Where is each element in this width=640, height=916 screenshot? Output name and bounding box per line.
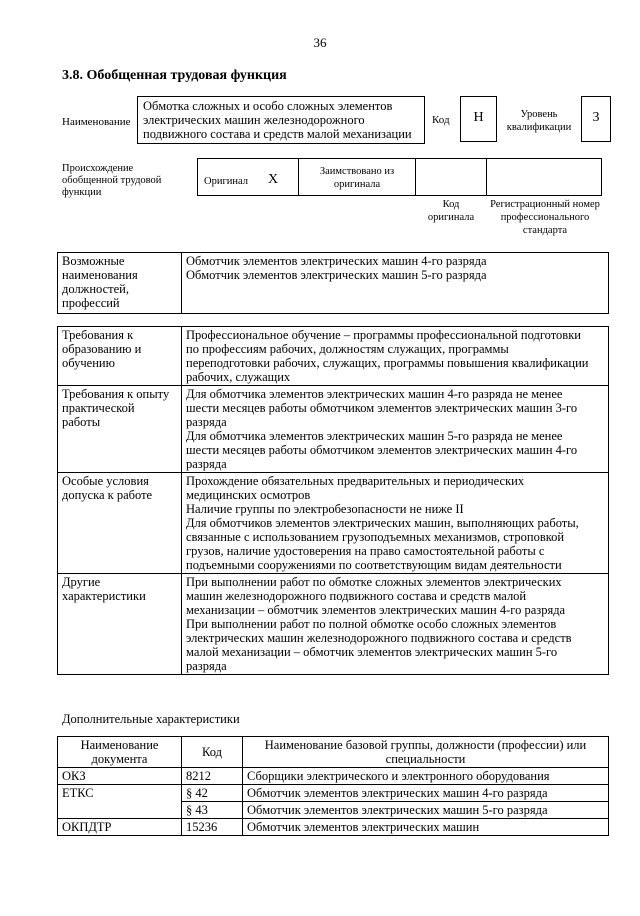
level-value-box [581,96,611,142]
section-title: 3.8. Обобщенная трудовая функция [62,68,287,83]
doc-cell: ОКПДТР [58,819,182,836]
original-label: Оригинал [204,176,248,187]
level-value: 3 [592,110,600,125]
doc-cell: ЕТКС [58,785,182,819]
page-number: 36 [313,35,327,50]
table-row [58,785,609,802]
header-base-group: Наименование базовой группы, должности (профессии) или специальности [243,737,609,768]
code-original-label: Код оригинала [427,199,475,223]
header-code: Код [182,737,243,768]
code-cell: § 42 [182,785,243,802]
level-label: Уровень квалификации [506,109,572,133]
original-mark: X [268,172,279,187]
header-document: Наименование документа [58,737,182,768]
other-characteristics-value: При выполнении работ по обмотке сложных элементов электрических машин железнодорожного подвижного состава и средств малой механизации – обмотчик элементов электрических машин 4-го разряда При выполнении работ по полной обмотке особо сложных элементов электрических машин железнодорожного подвижного состава и средств малой механизации – обмотчик элементов электрических машин 5-го разряда [182,574,609,675]
origin-label: Происхождение обобщенной трудовой функции [62,163,162,198]
other-characteristics-label: Другие характеристики [58,574,182,675]
code-cell: § 43 [182,802,243,819]
code-cell: 8212 [182,768,243,785]
code-cell: 15236 [182,819,243,836]
requirements-row [58,574,609,675]
doc-cell: ОКЗ [58,768,182,785]
borrowed-label: Заимствовано из оригинала [319,166,395,190]
name-label: Наименование [62,116,131,128]
special-conditions-label: Особые условия допуска к работе [58,473,182,574]
code-value-box [460,96,497,142]
code-value: H [473,110,484,125]
reg-number-label: Регистрационный номер профессионального стандарта [490,199,600,236]
name-cell: Обмотчик элементов электрических машин 4-го разряда [243,785,609,802]
positions-row [58,253,609,314]
name-cell: Обмотчик элементов электрических машин 5-го разряда [243,802,609,819]
requirements-row [58,327,609,386]
name-cell: Сборщики электрического и электронного оборудования [243,768,609,785]
origin-divider-2 [415,159,416,196]
education-label: Требования к образованию и обучению [58,327,182,386]
education-value: Профессиональное обучение – программы профессиональной подготовки по профессиям рабочих, должностям служащих, программы переподготовки рабочих, служащих, программы повышения квалификации рабочих, служащих [182,327,609,386]
requirements-row [58,473,609,574]
requirements-row [58,386,609,473]
positions-label: Возможные наименования должностей, профессий [58,253,182,314]
requirements-table [57,326,609,675]
additional-table [57,736,609,836]
code-label: Код [432,114,450,126]
special-conditions-value: Прохождение обязательных предварительных и периодических медицинских осмотров Наличие группы по электробезопасности не ниже II Для обмотчиков элементов электрических машин, выполняющих работы, связанные с использованием грузоподъемных механизмов, строповкой грузов, наличие удостоверения на право самостоятельной работы с подъемными сооружениями по соответствующим видам деятельности [182,473,609,574]
function-name-box [137,96,425,144]
additional-title: Дополнительные характеристики [62,712,240,726]
experience-value: Для обмотчика элементов электрических машин 4-го разряда не менее шести месяцев работы обмотчиком элементов электрических машин 3-го разряда Для обмотчика элементов электрических машин 5-го разряда не менее шести месяцев работы обмотчиком элементов электрических машин 4-го разряда [182,386,609,473]
experience-label: Требования к опыту практической работы [58,386,182,473]
function-name-value: Обмотка сложных и особо сложных элементов электрических машин железнодорожного подвижного состава и средств малой механизации [143,99,412,141]
name-cell: Обмотчик элементов электрических машин [243,819,609,836]
positions-value: Обмотчик элементов электрических машин 4-го разряда Обмотчик элементов электрических машин 5-го разряда [182,253,609,314]
additional-header-row [58,737,609,768]
origin-box [197,158,602,196]
table-row [58,819,609,836]
table-row [58,768,609,785]
origin-divider-3 [486,159,487,196]
positions-table [57,252,609,314]
